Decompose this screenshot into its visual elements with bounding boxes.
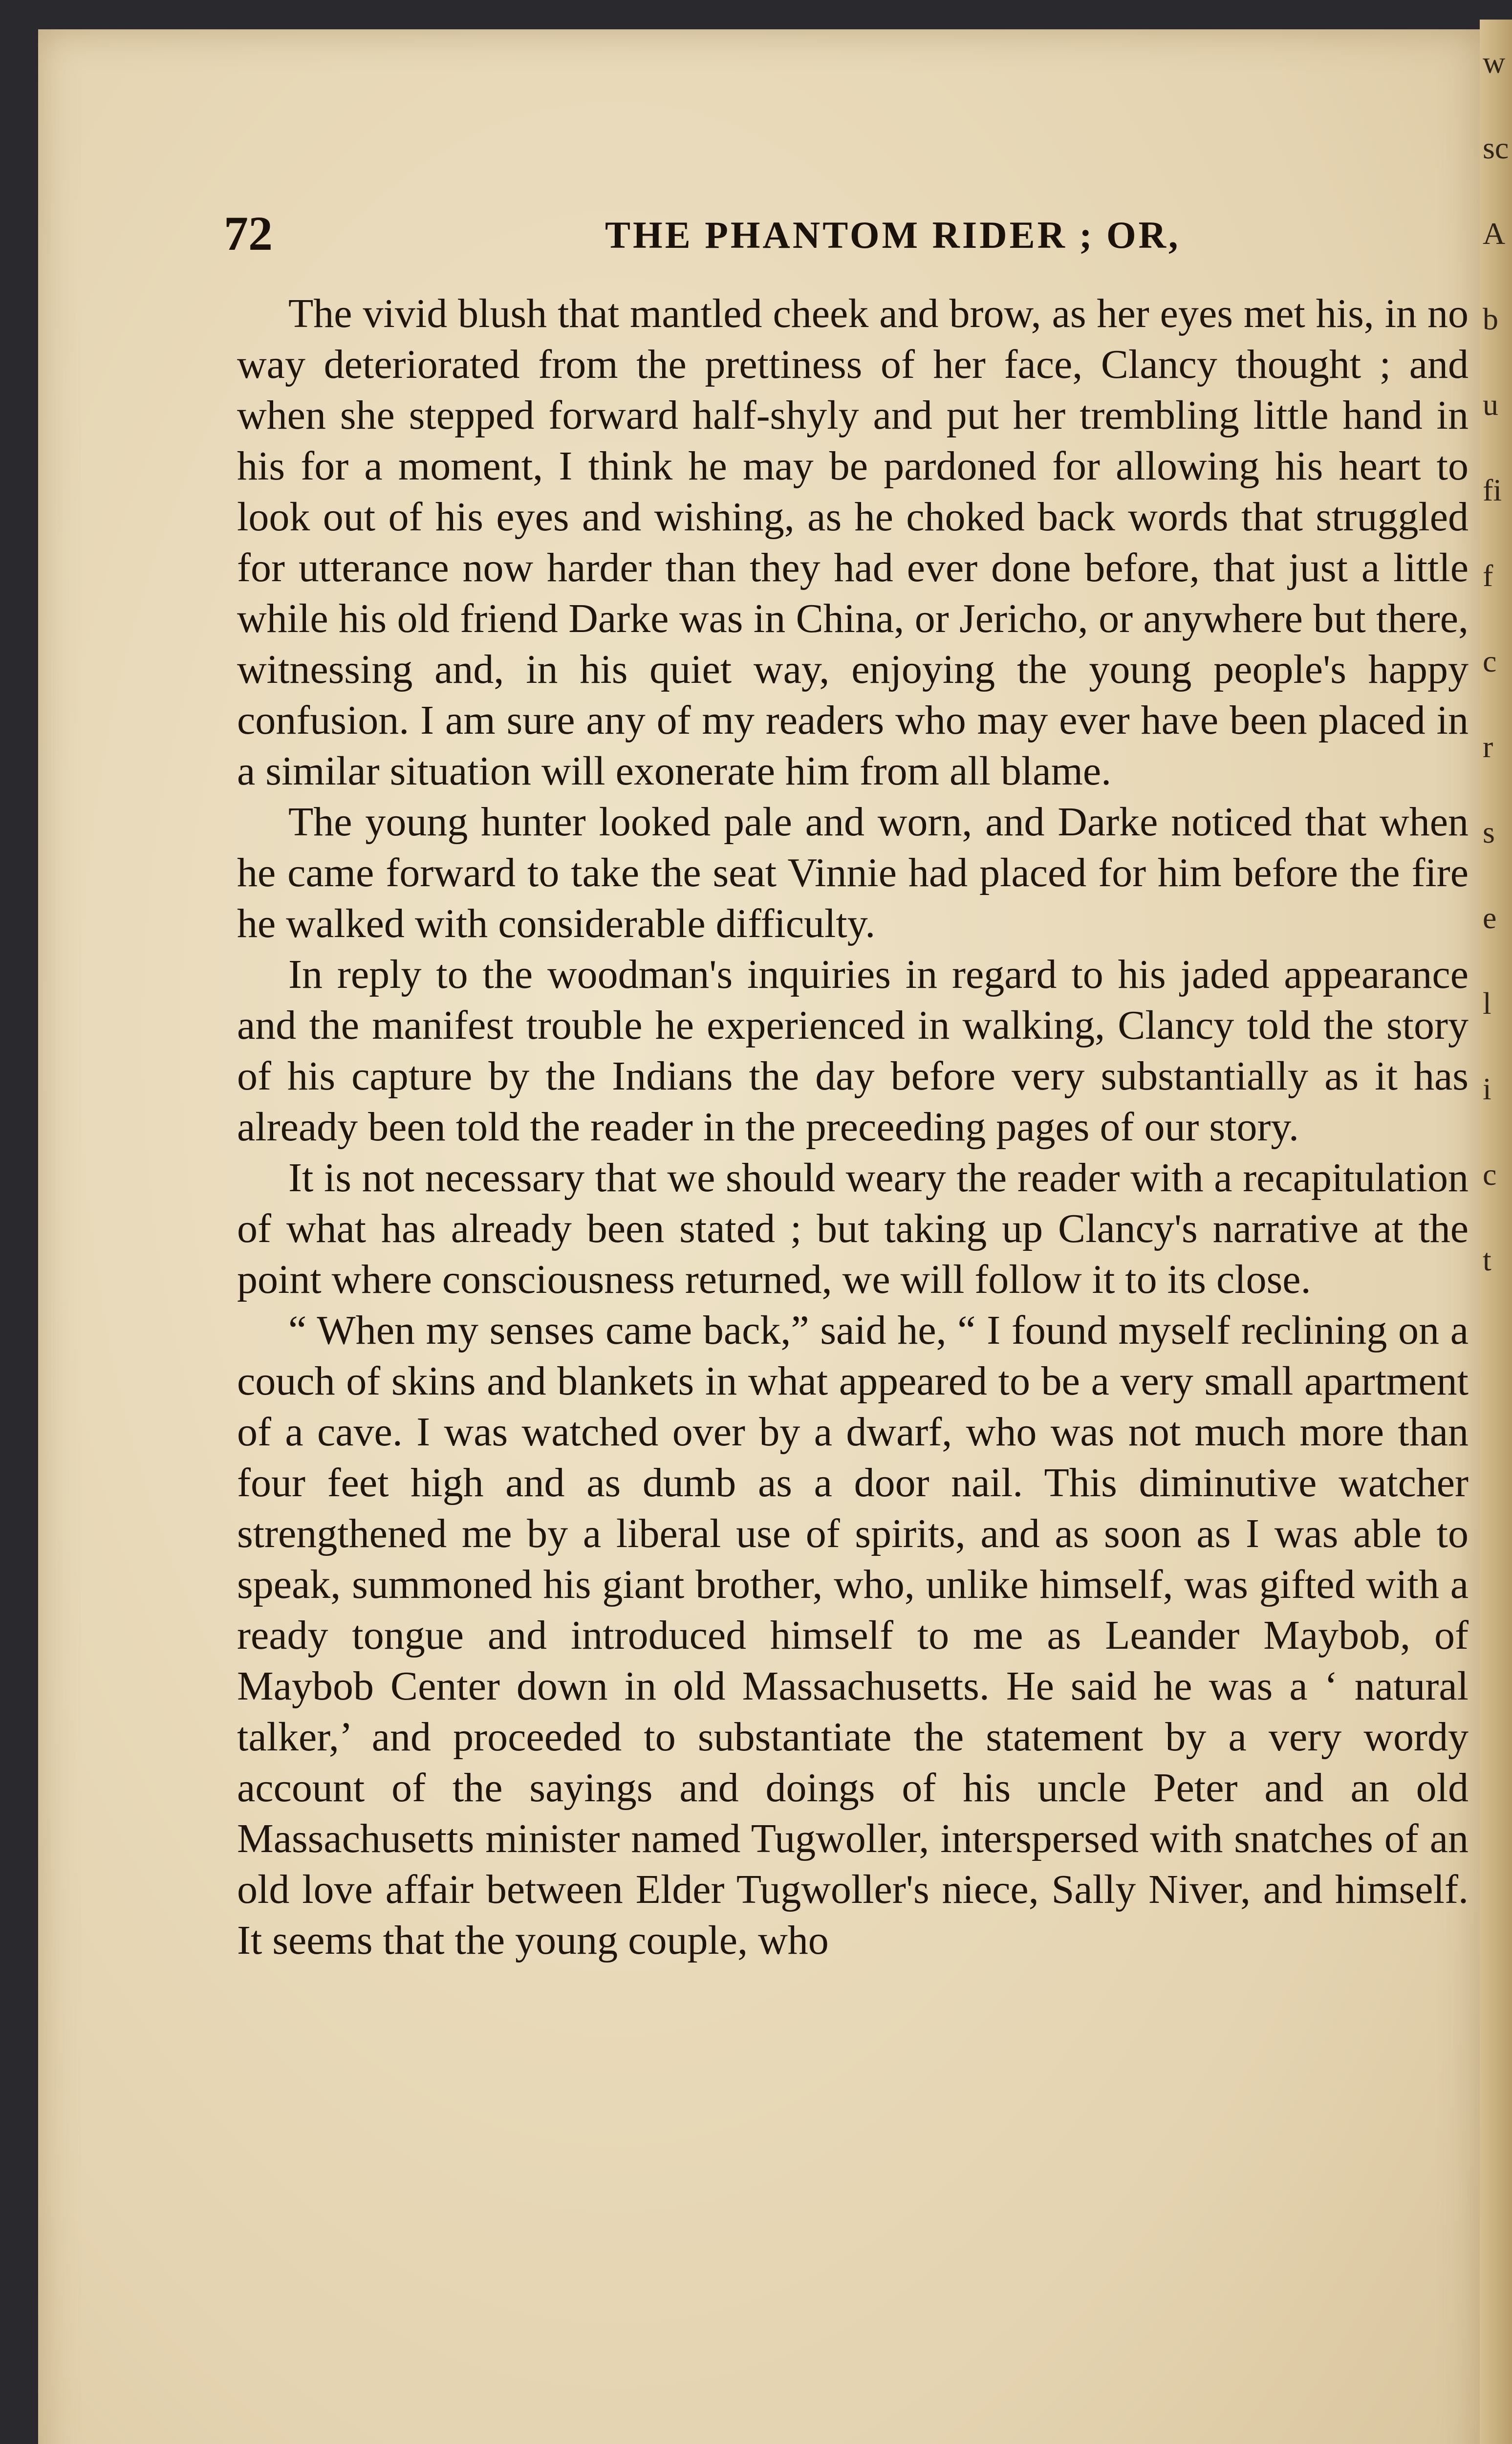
fragment: s bbox=[1483, 815, 1495, 850]
fragment: A bbox=[1483, 216, 1506, 251]
page-header bbox=[224, 205, 1446, 264]
fragment: u bbox=[1483, 387, 1498, 422]
fragment: r bbox=[1483, 729, 1493, 764]
page-body-text bbox=[237, 288, 1469, 1966]
fragment: w bbox=[1483, 45, 1506, 80]
fragment: b bbox=[1483, 302, 1498, 336]
fragment: l bbox=[1483, 986, 1491, 1021]
running-head: THE PHANTOM RIDER ; OR, bbox=[605, 214, 1181, 256]
fragment: sc bbox=[1483, 131, 1509, 165]
fragment: c bbox=[1483, 644, 1497, 678]
fragment: e bbox=[1483, 900, 1497, 935]
fragment: i bbox=[1483, 1071, 1491, 1106]
paragraph: The vivid blush that mantled cheek and brow, as her eyes met his, in no way deteriorated from the prettiness of her face, Clancy thought ; and when she stepped forward half-shyly and put her trembling little hand in his for a moment, I think he may be pardoned for allowing his heart to look out of his eyes and wishing, as he choked back words that struggled for utterance now harder than they had ever done before, that just a little while his old friend Darke was in China, or Jericho, or anywhere but there, witnessing and, in his quiet way, enjoying the young people's happy confusion. I am sure any of my readers who may ever have been placed in a similar situation will exonerate him from all blame. bbox=[237, 291, 1469, 794]
fragment: t bbox=[1483, 1243, 1491, 1277]
paragraph: It is not necessary that we should weary the reader with a recapitulation of what has already been stated ; but taking up Clancy's narrative at the point where consciousness returned, we will follow it to its close. bbox=[237, 1155, 1469, 1302]
adjacent-page-edge bbox=[1480, 20, 1512, 2444]
fragment: c bbox=[1483, 1157, 1497, 1192]
paragraph: In reply to the woodman's inquiries in regard to his jaded appearance and the manifest trouble he experienced in walking, Clancy told the story of his capture by the Indians the day before very substantially as it has already been told the reader in the preceeding pages of our story. bbox=[237, 952, 1469, 1150]
fragment: fi bbox=[1483, 473, 1502, 507]
paragraph: The young hunter looked pale and worn, and Darke noticed that when he came forward to take the seat Vinnie had placed for him before the fire he walked with considerable difficulty. bbox=[237, 799, 1469, 946]
fragment: f bbox=[1483, 558, 1493, 593]
page-number: 72 bbox=[224, 206, 273, 261]
paragraph: “ When my senses came back,” said he, “ I found myself reclining on a couch of skins and blankets in what appeared to be a very small apartment of a cave. I was watched over by a dwarf, who was not much more than four feet high and as dumb as a door nail. This diminutive watcher strengthened me by a liberal use of spirits, and as soon as I was able to speak, summoned his giant brother, who, unlike himself, was gifted with a ready tongue and introduced himself to me as Leander Maybob, of Maybob Center down in old Massachusetts. He said he was a ‘ natural talker,’ and proceeded to substantiate the statement by a very wordy account of the sayings and doings of his uncle Peter and an old Massachusetts minister named Tugwoller, interspersed with snatches of an old love affair between Elder Tugwoller's niece, Sally Niver, and himself. It seems that the young couple, who bbox=[237, 1308, 1469, 1963]
